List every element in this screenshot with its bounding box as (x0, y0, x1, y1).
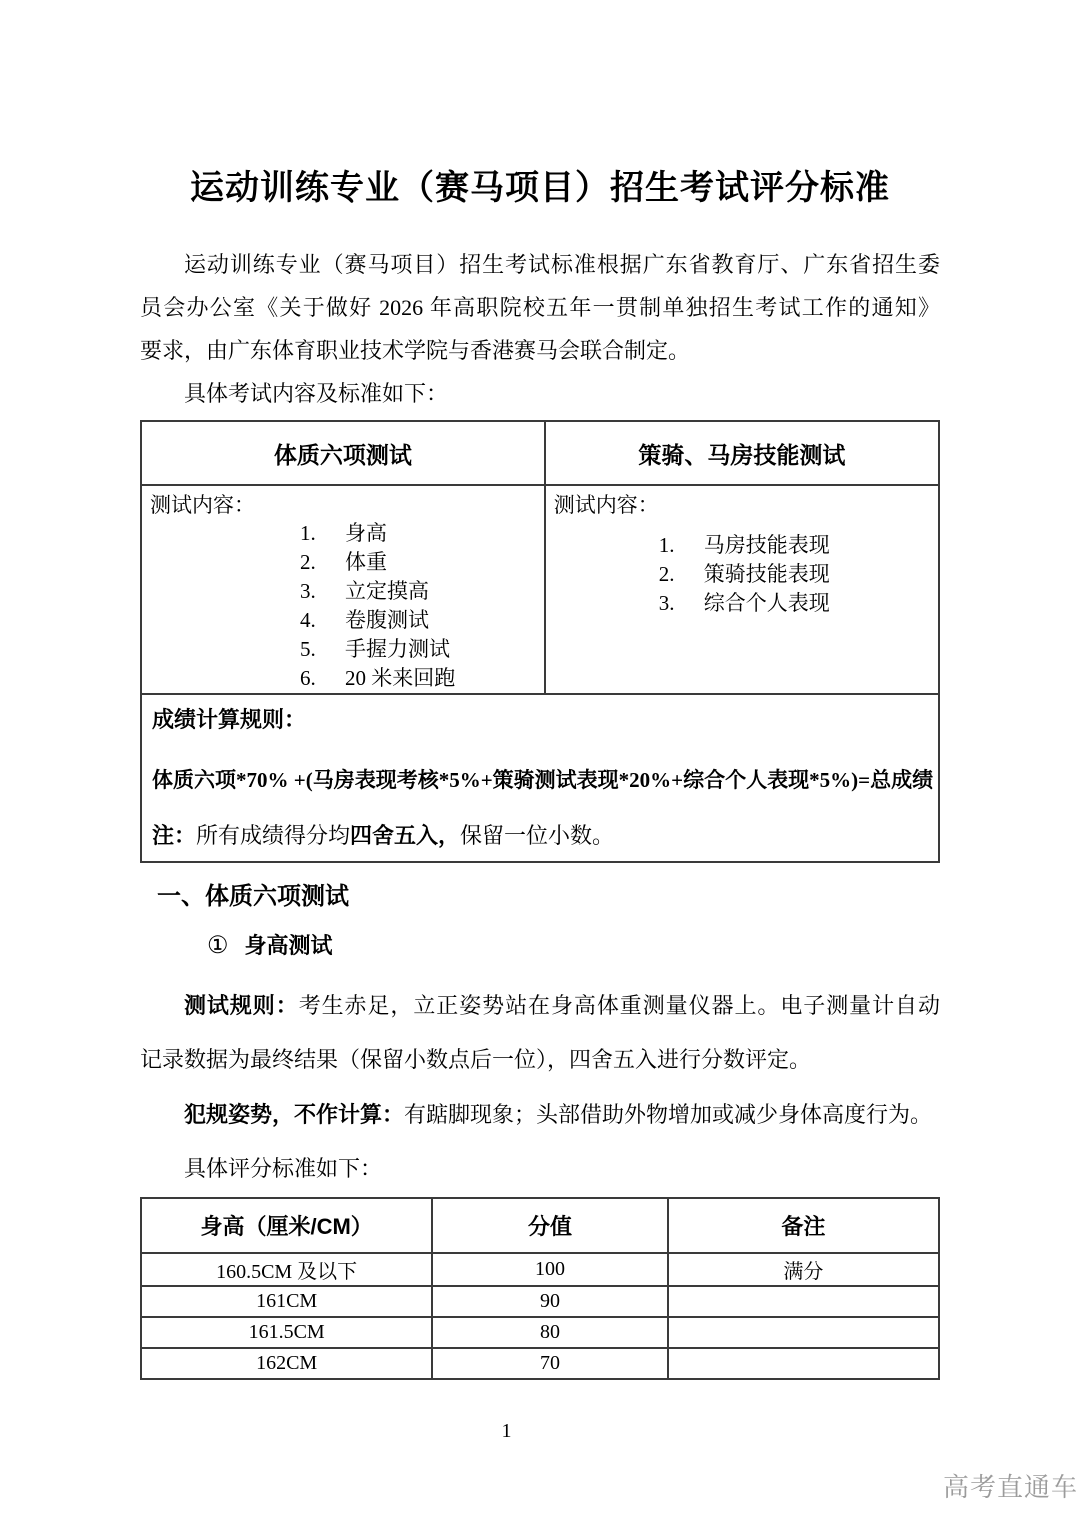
score-cell: 90 (432, 1286, 667, 1317)
score-table-header-note: 备注 (668, 1198, 939, 1253)
list-number: 5. (300, 637, 316, 661)
standards-intro: 具体评分标准如下： (184, 1156, 383, 1181)
table-row (141, 1286, 939, 1317)
intro-line: 员会办公室《关于做好 2026 年高职院校五年一贯制单独招生考试工作的通知》 (140, 295, 940, 320)
note-cell (668, 1348, 939, 1379)
calc-note-bold: 四舍五入， (350, 823, 461, 848)
list-text: 身高 (345, 521, 387, 545)
score-cell: 70 (432, 1348, 667, 1379)
intro-followup: 具体考试内容及标准如下： (184, 381, 449, 406)
content-label: 测试内容： (150, 493, 255, 517)
section-heading: 一、体质六项测试 (157, 883, 349, 910)
list-text: 立定摸高 (345, 579, 429, 603)
riding-tests-cell (545, 485, 939, 694)
list-item (659, 531, 930, 560)
physical-tests-cell (141, 485, 545, 694)
intro-line: 运动训练专业（赛马项目）招生考试标准根据广东省教育厅、广东省招生委 (184, 252, 940, 277)
list-text: 体重 (345, 550, 387, 574)
calc-formula: 体质六项*70% +(马房表现考核*5%+策骑测试表现*20%+综合个人表现*5%)=总成绩 (152, 768, 934, 792)
circled-number-icon: ① (207, 933, 229, 959)
table-row (141, 1253, 939, 1286)
riding-tests-list (659, 531, 930, 618)
note-cell (668, 1286, 939, 1317)
list-item (300, 635, 536, 664)
score-table-header-height: 身高（厘米/CM） (141, 1198, 432, 1253)
height-cell: 161.5CM (141, 1317, 432, 1348)
height-cell: 160.5CM 及以下 (141, 1253, 432, 1286)
page-title: 运动训练专业（赛马项目）招生考试评分标准 (190, 169, 890, 207)
list-text: 手握力测试 (345, 637, 450, 661)
foul-label: 犯规姿势，不作计算： (184, 1102, 405, 1127)
foul-paragraph (140, 1088, 940, 1142)
calc-note-text: 保留一位小数。 (460, 823, 615, 848)
note-cell (668, 1317, 939, 1348)
calc-note-label: 注： (152, 823, 197, 848)
list-text: 20 米来回跑 (345, 666, 456, 690)
exam-table-content-row (141, 485, 939, 694)
height-score-table (140, 1197, 940, 1380)
list-text: 卷腹测试 (345, 608, 429, 632)
note-cell: 满分 (668, 1253, 939, 1286)
page-number: 1 (501, 1420, 512, 1442)
calc-heading: 成绩计算规则： (152, 707, 307, 732)
list-item (300, 577, 536, 606)
list-item (659, 560, 930, 589)
list-text: 马房技能表现 (703, 533, 830, 557)
intro-line: 要求，由广东体育职业技术学院与香港赛马会联合制定。 (140, 338, 691, 363)
list-number: 3. (300, 579, 316, 603)
rule-line (140, 979, 940, 1033)
subsection-heading (207, 929, 333, 960)
score-table-header-row (141, 1198, 939, 1253)
score-calc-cell (141, 694, 939, 862)
score-cell: 100 (432, 1253, 667, 1286)
exam-table-header-physical: 体质六项测试 (141, 421, 545, 485)
table-row (141, 1317, 939, 1348)
list-number: 2. (658, 562, 675, 586)
list-item (300, 606, 536, 635)
list-number: 1. (658, 533, 675, 557)
table-row (141, 1348, 939, 1379)
height-cell: 162CM (141, 1348, 432, 1379)
list-number: 3. (658, 591, 675, 615)
physical-tests-list (300, 519, 536, 693)
rule-label: 测试规则： (184, 993, 299, 1018)
list-number: 1. (300, 521, 316, 545)
list-number: 2. (300, 550, 316, 574)
list-number: 6. (300, 666, 316, 690)
calc-note (152, 823, 928, 849)
score-cell: 80 (432, 1317, 667, 1348)
watermark: 高考直通车 (943, 1472, 1079, 1502)
list-item (300, 519, 536, 548)
content-label: 测试内容： (553, 493, 659, 517)
exam-table-header-row (141, 421, 939, 485)
list-text: 策骑技能表现 (703, 562, 830, 586)
score-table-header-score: 分值 (432, 1198, 667, 1253)
exam-table-header-riding: 策骑、马房技能测试 (545, 421, 939, 485)
rule-line: 记录数据为最终结果（保留小数点后一位），四舍五入进行分数评定。 (140, 1047, 812, 1072)
intro-paragraph (140, 243, 940, 415)
list-item (659, 589, 930, 618)
calc-note-text: 所有成绩得分均 (196, 823, 351, 848)
test-rule-paragraph (140, 979, 940, 1087)
score-calc-row (141, 694, 939, 862)
height-cell: 161CM (141, 1286, 432, 1317)
list-text: 综合个人表现 (703, 591, 830, 615)
list-item (300, 548, 536, 577)
foul-text: 有踮脚现象；头部借助外物增加或减少身体高度行为。 (404, 1102, 933, 1127)
rule-text: 考生赤足，立正姿势站在身高体重测量仪器上。电子测量计自动 (298, 993, 940, 1018)
subsection-label: 身高测试 (244, 933, 333, 958)
exam-structure-table (140, 420, 940, 863)
list-number: 4. (300, 608, 316, 632)
list-item (300, 664, 536, 693)
